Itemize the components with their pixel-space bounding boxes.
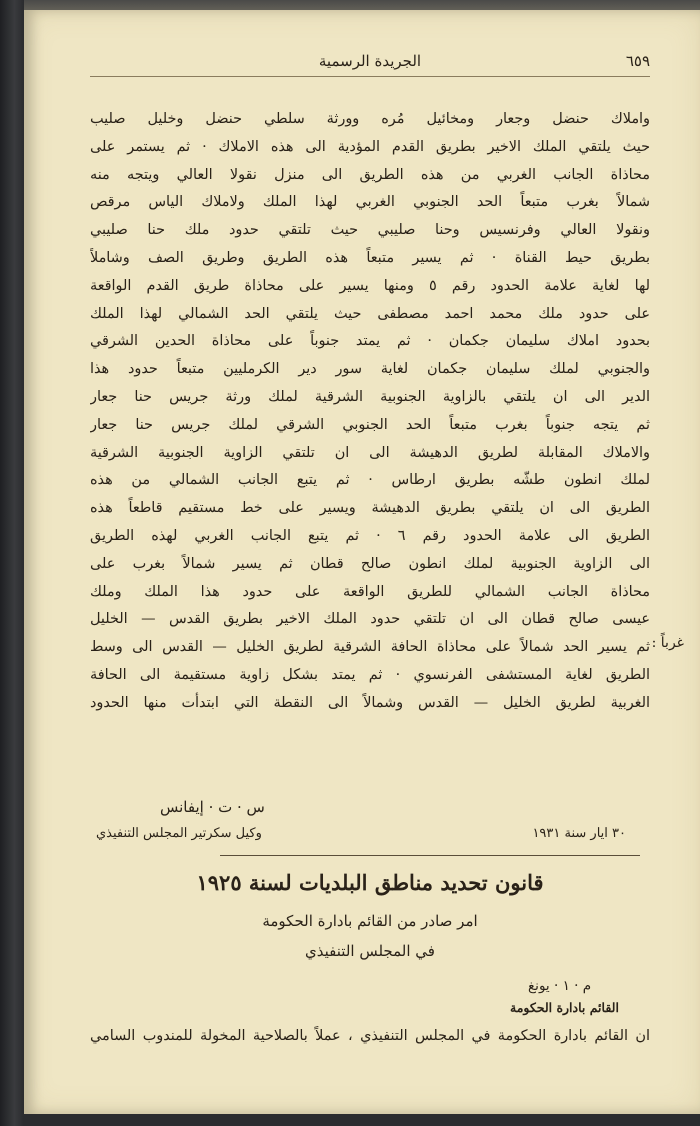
text-line: ونقولا العالي وفرنسيس وحنا صليبي حيث تلتقي حدود ملك حنا صليبي xyxy=(90,222,650,239)
law-body-text: ان القائم بادارة الحكومة في المجلس التنفيذي ، عملاً بالصلاحية المخولة للمندوب السامي xyxy=(90,1028,650,1044)
text-line: ثم يتجه جنوباً بغرب متبعاً الحد الجنوبي الشرقي لملك جريس حنا جعار xyxy=(90,416,650,433)
text-line: عيسى صالح قطان الى ان تلتقي حدود الملك الاخير بطريق القدس — الخليل xyxy=(90,611,650,628)
text-line: بطريق حيط القناة · ثم يسير متبعاً هذه الطريق وطريق الصف وشاملاً xyxy=(90,249,650,266)
text-line: محاذاة الجانب الغربي من هذه الطريق الى منزل نقولا العالي ويتجه منه xyxy=(90,166,650,183)
text-line: الغربية لطريق الخليل — القدس وشمالاً الى النقطة التي ابتدأت منها الحدود xyxy=(90,694,650,711)
page-number: ٦٥٩ xyxy=(625,52,650,70)
book-binding xyxy=(0,0,24,1126)
margin-note: غرباً : xyxy=(651,635,684,651)
law-ref-title: القائم بادارة الحكومة xyxy=(510,1000,619,1015)
text-line: الى الزاوية الجنوبية لملك انطون صالح قطان ثم يسير شمالاً بغرب على xyxy=(90,555,650,572)
header-title: الجريدة الرسمية xyxy=(318,52,422,70)
law-subtitle: امر صادر من القائم بادارة الحكومة xyxy=(262,912,478,930)
running-header xyxy=(90,50,650,77)
law-ref-name: م · ١ · يونغ xyxy=(528,978,592,994)
text-line: لها لغاية علامة الحدود رقم ٥ ومنها يسير على محاذاة طريق القدم الواقعة xyxy=(90,277,650,294)
text-line: على حدود ملك محمد احمد مصطفى حيث يلتقي الحد الشمالي لهذا الملك xyxy=(90,305,650,322)
law-subtitle-2: في المجلس التنفيذي xyxy=(305,942,435,960)
text-line: الطريق الى علامة الحدود رقم ٦ · ثم يتبع الجانب الغربي لهذه الطريق xyxy=(90,527,650,544)
body-text xyxy=(90,106,650,718)
text-line: حيث يلتقي الملك الاخير بطريق القدم المؤدية الى هذه الاملاك · ثم يستمر على xyxy=(90,138,650,155)
document-page xyxy=(24,10,700,1114)
signature-date: ٣٠ ايار سنة ١٩٣١ xyxy=(532,826,626,841)
text-line-content: ثم يسير الحد شمالاً على محاذاة الحافة الشرقية لطريق الخليل — القدس الى وسط xyxy=(90,639,650,656)
page-content xyxy=(90,10,684,1114)
text-line: محاذاة الجانب الشمالي للطريق الواقعة على حدود هذا الملك وملك xyxy=(90,583,650,600)
signature-block xyxy=(90,798,650,858)
text-line: والاملاك المقابلة لطريق الدهيشة الى ان تلتقي الزاوية الجنوبية الشرقية xyxy=(90,444,650,461)
law-title: قانون تحديد مناطق البلديات لسنة ١٩٢٥ xyxy=(196,870,544,895)
text-line: والجنوبي لملك سليمان جكمان لغاية سور دير الكرمليين متبعاً حدود هذا xyxy=(90,361,650,378)
section-divider xyxy=(220,855,640,856)
text-line: الطريق الى ان يلتقي بطريق الدهيشة ويسير على خط مستقيم قاطعاً هذه xyxy=(90,500,650,517)
signatory-name: س · ت · إيفانس xyxy=(160,798,265,816)
text-line: واملاك حنضل وجعار ومخائيل مُره وورثة سلطي حنضل وخليل صليب xyxy=(90,111,650,127)
text-line: شمالاً بغرب متبعاً الحد الجنوبي الغربي لهذا الملك ولاملاك الياس مرقص xyxy=(90,194,650,211)
signatory-role: وكيل سكرتير المجلس التنفيذي xyxy=(96,826,262,841)
text-line xyxy=(90,634,650,662)
text-line: الدير الى ان يلتقي بالزاوية الجنوبية الشرقية لملك ورثة جريس حنا جعار xyxy=(90,388,650,405)
text-line: بحدود املاك سليمان جكمان · ثم يمتد جنوباً على محاذاة الحدين الشرقي xyxy=(90,333,650,350)
text-line: الطريق لغاية المستشفى الفرنسوي · ثم يمتد بشكل زاوية مستقيمة الى الحافة xyxy=(90,666,650,683)
text-line: لملك انطون طشّه بطريق ارطاس · ثم يتبع الجانب الشمالي من هذه xyxy=(90,472,650,489)
